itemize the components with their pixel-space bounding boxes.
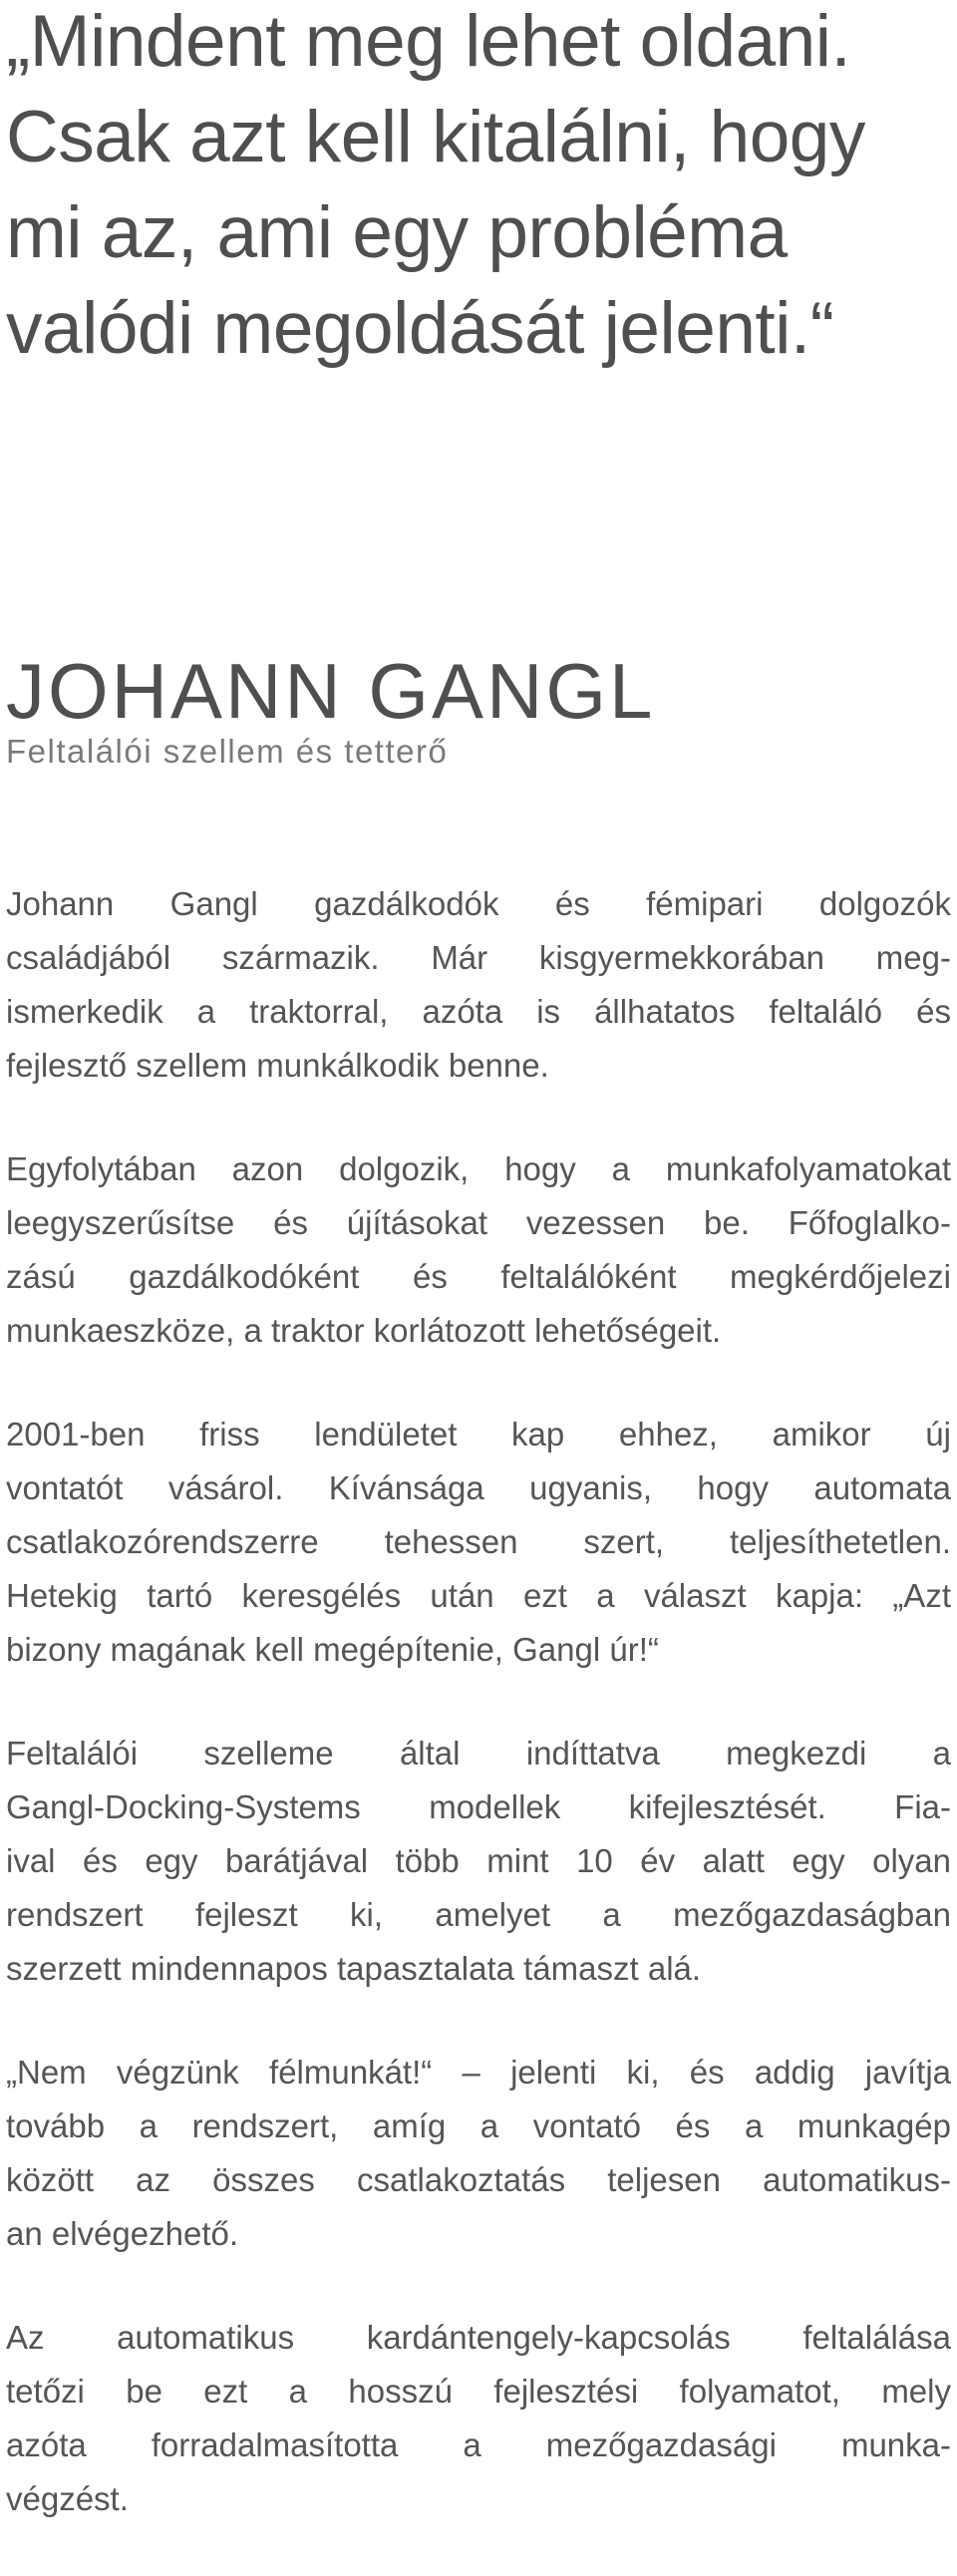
quote-line: valódi megoldását jelenti.“ — [6, 288, 834, 369]
paragraph-line: 2001-ben friss lendületet kap ehhez, amikor új — [6, 1416, 951, 1452]
paragraph-line: azóta forradalmasította a mezőgazdasági munka- — [6, 2426, 951, 2463]
pull-quote — [6, 0, 953, 377]
paragraph-line: an elvégezhető. — [6, 2215, 239, 2252]
paragraph-line: vontatót vásárol. Kívánsága ugyanis, hogy automata — [6, 1469, 951, 1506]
paragraph-no-half-work — [6, 2046, 951, 2261]
paragraph-line: ismerkedik a traktorral, azóta is állhatatos feltaláló és — [6, 993, 951, 1030]
paragraph-line: Johann Gangl gazdálkodók és fémipari dolgozók — [6, 885, 951, 922]
paragraph-line: Feltalálói szelleme által indíttatva megkezdi a — [6, 1735, 951, 1771]
paragraph-line: végzést. — [6, 2480, 129, 2517]
person-subtitle: Feltalálói szellem és tetterő — [6, 733, 449, 770]
paragraph-line: csatlakozórendszerre tehessen szert, teljesíthetetlen. — [6, 1523, 951, 1560]
paragraph-line: Hetekig tartó keresgélés után ezt a választ kapja: „Azt — [6, 1577, 951, 1614]
paragraph-line: Az automatikus kardántengely-kapcsolás feltalálása — [6, 2319, 951, 2356]
paragraph-line: szerzett mindennapos tapasztalata támaszt alá. — [6, 1950, 702, 1987]
quote-line: Csak azt kell kitalálni, hogy — [6, 97, 865, 177]
paragraph-line: Gangl-Docking-Systems modellek kifejlesztését. Fia- — [6, 1788, 951, 1825]
paragraph-line: „Nem végzünk félmunkát!“ – jelenti ki, és addig javítja — [6, 2054, 951, 2091]
paragraph-development — [6, 1727, 951, 1996]
paragraph-2001 — [6, 1408, 951, 1677]
paragraph-line: ival és egy barátjával több mint 10 év alatt egy olyan — [6, 1842, 951, 1879]
paragraph-line: leegyszerűsítse és újításokat vezessen be. Főfoglalko- — [6, 1204, 951, 1241]
article-body — [6, 877, 951, 2576]
paragraph-cardan-shaft — [6, 2311, 951, 2526]
paragraph-line: bizony magának kell megépítenie, Gangl úr!“ — [6, 1631, 659, 1668]
paragraph-work — [6, 1142, 951, 1358]
paragraph-line: családjából származik. Már kisgyermekkorában meg- — [6, 939, 951, 976]
paragraph-line: zású gazdálkodóként és feltalálóként megkérdőjelezi — [6, 1258, 951, 1295]
paragraph-line: között az összes csatlakoztatás teljesen automatikus- — [6, 2161, 951, 2198]
paragraph-line: Egyfolytában azon dolgozik, hogy a munkafolyamatokat — [6, 1150, 951, 1187]
paragraph-line: munkaeszköze, a traktor korlátozott lehetőségeit. — [6, 1312, 722, 1349]
quote-line: mi az, ami egy probléma — [6, 192, 788, 273]
quote-line: „Mindent meg lehet oldani. — [6, 1, 851, 82]
paragraph-origin — [6, 877, 951, 1093]
paragraph-line: tetőzi be ezt a hosszú fejlesztési folyamatot, mely — [6, 2373, 951, 2410]
paragraph-line: rendszert fejleszt ki, amelyet a mezőgazdaságban — [6, 1896, 951, 1933]
paragraph-line: tovább a rendszert, amíg a vontató és a munkagép — [6, 2107, 951, 2144]
person-name-heading: JOHANN GANGL — [6, 647, 656, 735]
paragraph-line: fejlesztő szellem munkálkodik benne. — [6, 1047, 549, 1084]
